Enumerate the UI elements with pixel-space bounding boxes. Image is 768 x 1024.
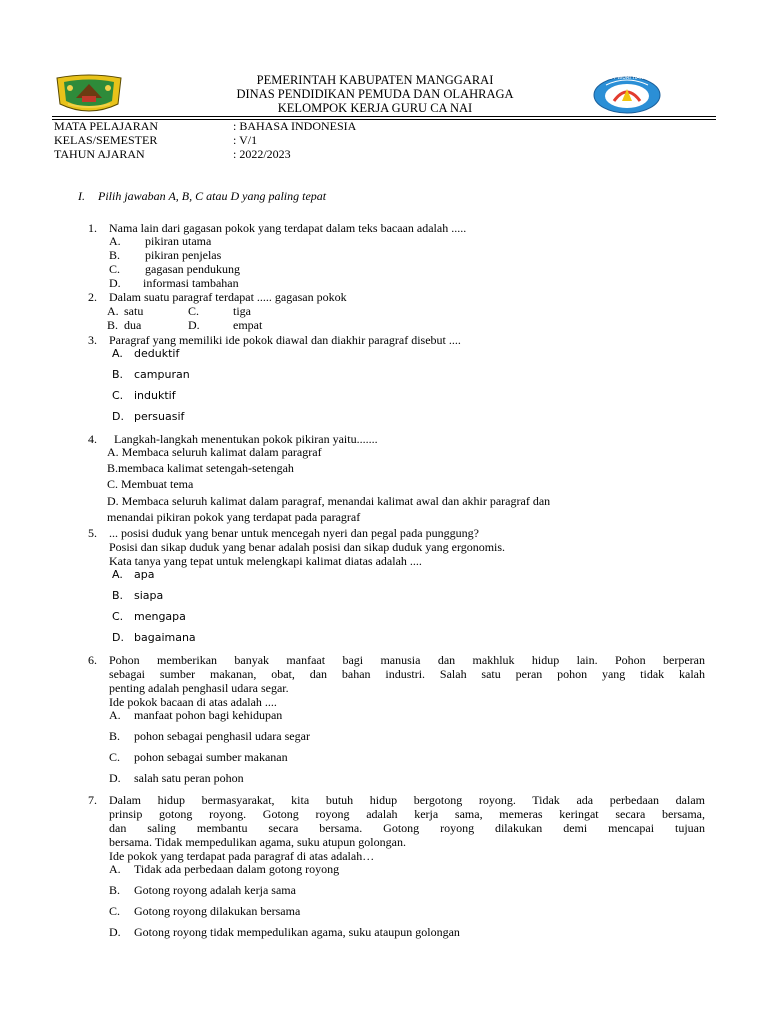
option-text: gagasan pendukung xyxy=(145,262,240,276)
info-label-year: TAHUN AJARAN xyxy=(54,147,145,161)
question-text: Dalam suatu paragraf terdapat ..... gagasan pokok xyxy=(109,290,347,304)
question-number: 7. xyxy=(88,793,97,807)
question-text: Ide pokok yang terdapat pada paragraf di atas adalah… xyxy=(109,849,375,863)
option-letter: C. xyxy=(109,904,121,918)
option-text: induktif xyxy=(134,389,176,402)
header-line-2: DINAS PENDIDIKAN PEMUDA DAN OLAHRAGA xyxy=(236,87,514,101)
question-number: 1. xyxy=(88,221,97,235)
option-letter: A. xyxy=(109,708,121,722)
option-text: campuran xyxy=(134,368,190,381)
question-text: Nama lain dari gagasan pokok yang terdapat dalam teks bacaan adalah ..... xyxy=(109,221,467,235)
option-text: D. Membaca seluruh kalimat dalam paragraf, menandai kalimat awal dan akhir paragraf dan xyxy=(107,494,551,508)
option-letter: B. xyxy=(109,729,121,743)
question-number: 4. xyxy=(88,432,97,446)
logo-lettering: TUT WURI HANDAYANI xyxy=(606,75,662,81)
question-text: Paragraf yang memiliki ide pokok diawal dan diakhir paragraf disebut .... xyxy=(109,333,461,347)
option-text: pohon sebagai sumber makanan xyxy=(134,750,288,764)
info-label-subject: MATA PELAJARAN xyxy=(54,119,159,133)
option-text-continued: menandai pikiran pokok yang terdapat pada paragraf xyxy=(107,510,361,524)
info-label-class: KELAS/SEMESTER xyxy=(54,133,158,147)
question-number: 3. xyxy=(88,333,97,347)
option-text: dua xyxy=(124,318,142,332)
info-value-class: : V/1 xyxy=(233,133,258,147)
option-letter: A. xyxy=(112,568,123,581)
option-letter: D. xyxy=(112,410,124,423)
question-text: Ide pokok bacaan di atas adalah .... xyxy=(109,695,277,709)
question-text: Posisi dan sikap duduk yang benar adalah posisi dan sikap duduk yang ergonomis. xyxy=(109,540,506,554)
kabupaten-manggarai-logo-icon xyxy=(54,74,124,116)
option-letter: D. xyxy=(109,276,121,290)
option-text: deduktif xyxy=(134,347,180,360)
option-letter: C. xyxy=(112,389,124,402)
option-text: salah satu peran pohon xyxy=(134,771,244,785)
section-title: Pilih jawaban A, B, C atau D yang paling tepat xyxy=(98,189,327,203)
option-letter: C. xyxy=(188,304,200,318)
option-text: bagaimana xyxy=(134,631,196,644)
option-letter: C. xyxy=(109,750,121,764)
option-letter: A. xyxy=(109,234,121,248)
question-number: 5. xyxy=(88,526,97,540)
option-text: apa xyxy=(134,568,155,581)
question-number: 2. xyxy=(88,290,97,304)
option-letter: B. xyxy=(112,368,124,381)
option-letter: C. xyxy=(109,262,121,276)
option-text: Tidak ada perbedaan dalam gotong royong xyxy=(134,862,340,876)
option-letter: A. xyxy=(107,304,119,318)
question-text: Kata tanya yang tepat untuk melengkapi kalimat diatas adalah .... xyxy=(109,554,422,568)
option-text: mengapa xyxy=(134,610,186,623)
option-letter: A. xyxy=(112,347,123,360)
question-text: bersama. Tidak mempedulikan agama, suku atupun golongan. xyxy=(109,835,406,849)
option-letter: B. xyxy=(112,589,124,602)
option-text: C. Membuat tema xyxy=(107,477,194,491)
option-text: B.membaca kalimat setengah-setengah xyxy=(107,461,294,475)
header-line-1: PEMERINTAH KABUPATEN MANGGARAI xyxy=(256,73,494,87)
info-value-year: : 2022/2023 xyxy=(233,147,291,161)
option-text: siapa xyxy=(134,589,164,602)
option-text: pohon sebagai penghasil udara segar xyxy=(134,729,310,743)
option-text: Gotong royong tidak mempedulikan agama, suku ataupun golongan xyxy=(134,925,460,939)
option-text: A. Membaca seluruh kalimat dalam paragraf xyxy=(107,445,322,459)
question-number: 6. xyxy=(88,653,97,667)
question-text: penting adalah penghasil udara segar. xyxy=(109,681,289,695)
question-text: prinsip gotong royong. Gotong royong adalah kerja sama, memeras keringat secara bersama, xyxy=(109,807,705,821)
option-letter: A. xyxy=(109,862,121,876)
option-letter: D. xyxy=(112,631,124,644)
question-text: ... posisi duduk yang benar untuk mencegah nyeri dan pegal pada punggung? xyxy=(109,526,479,540)
option-letter: D. xyxy=(109,771,121,785)
option-text: satu xyxy=(124,304,144,318)
option-text: pikiran penjelas xyxy=(145,248,222,262)
question-text: dan saling membantu secara bersama. Gotong royong dilakukan demi mencapai tujuan xyxy=(109,821,705,835)
option-letter: B. xyxy=(109,248,121,262)
option-text: persuasif xyxy=(134,410,185,423)
question-text: Dalam hidup bermasyarakat, kita butuh hidup bergotong royong. Tidak ada perbedaan dalam xyxy=(109,793,705,807)
info-value-subject: : BAHASA INDONESIA xyxy=(233,119,357,133)
option-letter: B. xyxy=(109,883,121,897)
option-text: manfaat pohon bagi kehidupan xyxy=(134,708,283,722)
option-text: pikiran utama xyxy=(145,234,212,248)
option-text: Gotong royong adalah kerja sama xyxy=(134,883,296,897)
question-text: sebagai sumber makanan, obat, dan bahan industri. Salah satu peran pohon yang tidak kalah xyxy=(109,667,705,681)
header-rule-top xyxy=(52,116,716,117)
option-letter: C. xyxy=(112,610,124,623)
option-letter: D. xyxy=(109,925,121,939)
option-text: empat xyxy=(233,318,263,332)
option-letter: B. xyxy=(107,318,119,332)
header-line-3: KELOMPOK KERJA GURU CA NAI xyxy=(277,101,473,115)
section-number: I. xyxy=(78,189,85,203)
option-letter: D. xyxy=(188,318,200,332)
question-text: Langkah-langkah menentukan pokok pikiran yaitu....... xyxy=(114,432,378,446)
option-text: informasi tambahan xyxy=(143,276,239,290)
tut-wuri-handayani-logo-icon xyxy=(592,75,662,115)
option-text: tiga xyxy=(233,304,251,318)
option-text: Gotong royong dilakukan bersama xyxy=(134,904,301,918)
question-text: Pohon memberikan banyak manfaat bagi manusia dan makhluk hidup lain. Pohon berperan xyxy=(109,653,705,667)
